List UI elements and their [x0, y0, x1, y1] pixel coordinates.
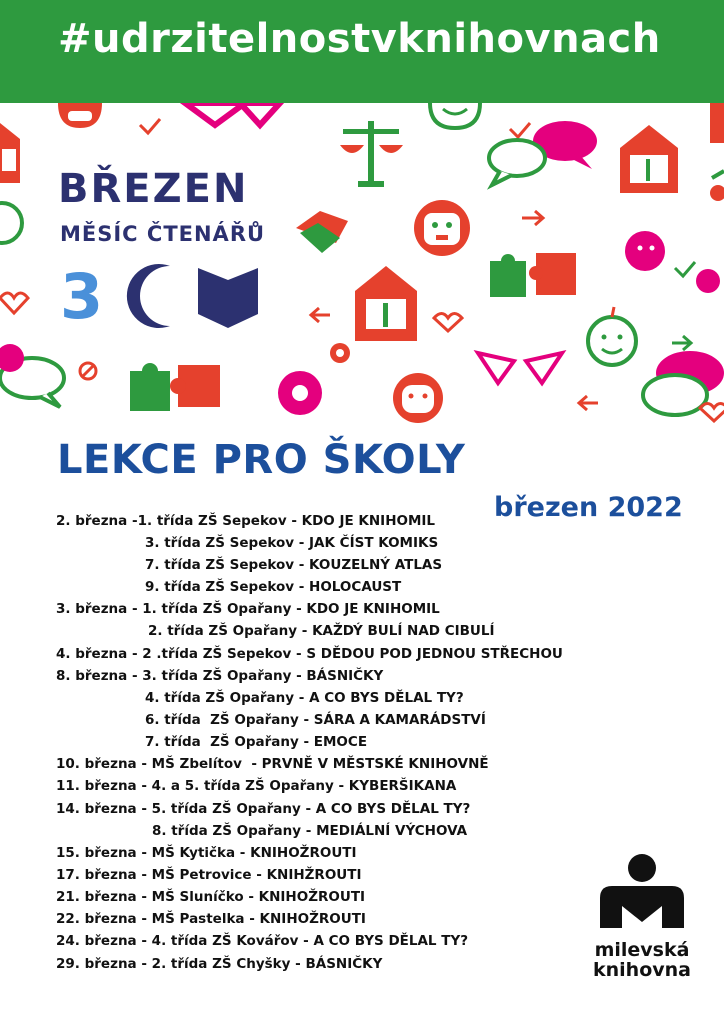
arrow-right-icon	[672, 336, 691, 350]
lesson-date: 29. března -	[56, 956, 147, 972]
lesson-text: 4. a 5. třída ZŠ Opařany - KYBERŠIKANA	[146, 778, 457, 794]
list-item	[152, 823, 467, 839]
campaign-title: BŘEZEN	[58, 166, 249, 212]
list-item	[56, 911, 366, 927]
lesson-text: 2. třída ZŠ Chyšky - BÁSNIČKY	[146, 956, 383, 972]
lesson-text: 4. třída ZŠ Opařany - A CO BYS DĚLAL TY?	[145, 690, 464, 706]
check-icon	[510, 123, 530, 137]
library-name-line2: knihovna	[593, 959, 691, 981]
face-icon	[625, 231, 665, 271]
house-book-icon	[620, 125, 678, 193]
check-icon	[675, 262, 695, 276]
campaign-subtitle: MĚSÍC ČTENÁŘŮ	[60, 222, 266, 246]
lesson-text: MŠ Pastelka - KNIHOŽROUTI	[146, 911, 366, 927]
lesson-date: 24. března -	[56, 933, 147, 949]
house-book-icon	[355, 266, 417, 341]
lesson-date: 10. března -	[56, 756, 147, 772]
list-item	[145, 734, 367, 750]
circle-icon	[696, 269, 720, 293]
list-item	[56, 867, 362, 883]
list-item	[148, 623, 495, 639]
heart-icon	[700, 404, 724, 422]
lesson-date: 15. března -	[56, 845, 147, 861]
list-item	[56, 801, 470, 817]
plant-icon	[710, 171, 724, 201]
logo-digit: 3	[60, 262, 104, 330]
face-icon	[0, 203, 22, 243]
campaign-logo	[58, 262, 263, 330]
lesson-text: 6. třída ZŠ Opařany - SÁRA A KAMARÁDSTVÍ	[145, 712, 486, 728]
list-item	[56, 889, 365, 905]
lesson-date: 22. března -	[56, 911, 147, 927]
boy-face-icon	[588, 307, 636, 365]
heart-icon	[185, 103, 280, 125]
list-item	[56, 756, 489, 772]
lesson-text: 3. třída ZŠ Sepekov - JAK ČÍST KOMIKS	[145, 535, 439, 551]
lesson-text: 1. třída ZŠ Sepekov - KDO JE KNIHOMIL	[137, 513, 436, 529]
speech-bubble-icon	[489, 140, 545, 185]
lesson-text: MŠ Kytička - KNIHOŽROUTI	[146, 845, 357, 861]
heart-icon	[434, 314, 462, 332]
list-item	[145, 557, 442, 573]
heart-icon	[0, 293, 28, 313]
gear-icon	[278, 371, 322, 415]
library-name	[592, 940, 692, 980]
lesson-date: 14. března -	[56, 801, 147, 817]
lesson-text: 5. třída ZŠ Opařany - A CO BYS DĚLAL TY?	[146, 801, 471, 817]
scales-icon	[340, 121, 403, 187]
lesson-date: 8. března -	[56, 668, 138, 684]
book-icon	[198, 268, 258, 328]
list-item	[56, 845, 357, 861]
arrow-left-icon	[311, 308, 330, 322]
no-entry-icon	[80, 363, 96, 379]
gear-icon	[330, 343, 350, 363]
list-item	[56, 668, 383, 684]
lesson-text: 4. třída ZŠ Kovářov - A CO BYS DĚLAL TY?	[146, 933, 469, 949]
moon-icon	[127, 264, 170, 328]
list-item	[56, 601, 440, 617]
lesson-text: MŠ Sluníčko - KNIHOŽROUTI	[146, 889, 366, 905]
face-icon	[393, 373, 443, 423]
list-item	[145, 690, 464, 706]
lesson-text: 3. třída ZŠ Opařany - BÁSNIČKY	[137, 668, 384, 684]
header-banner	[0, 0, 724, 103]
puzzle-icon	[490, 253, 576, 297]
face-icon	[58, 103, 102, 128]
hashtag-title: #udrzitelnostvknihovnach	[58, 16, 661, 62]
lesson-text: 9. třída ZŠ Sepekov - HOLOCAUST	[145, 579, 402, 595]
lesson-text: 2 .třída ZŠ Sepekov - S DĚDOU POD JEDNOU STŘECHOU	[137, 646, 563, 662]
library-logo-icon	[592, 850, 692, 940]
face-icon	[430, 103, 480, 128]
list-item	[56, 933, 468, 949]
list-item	[56, 956, 382, 972]
lesson-date: 11. března -	[56, 778, 147, 794]
lesson-date: 2. března -	[56, 513, 138, 529]
girl-face-icon	[414, 200, 470, 256]
house-book-icon	[0, 123, 20, 183]
arrow-right-icon	[522, 211, 543, 225]
list-item	[145, 535, 438, 551]
lesson-text: 8. třída ZŠ Opařany - MEDIÁLNÍ VÝCHOVA	[152, 823, 468, 839]
puzzle-icon	[130, 363, 220, 411]
lesson-text: 1. třída ZŠ Opařany - KDO JE KNIHOMIL	[137, 601, 440, 617]
hands-icon	[478, 353, 562, 383]
lesson-text: MŠ Zbelítov - PRVNĚ V MĚSTSKÉ KNIHOVNĚ	[146, 756, 489, 772]
lesson-text: 2. třída ZŠ Opařany - KAŽDÝ BULÍ NAD CIBULÍ	[148, 623, 495, 639]
list-item	[56, 778, 456, 794]
lesson-text: MŠ Petrovice - KNIHŽROUTI	[146, 867, 362, 883]
list-item	[145, 712, 486, 728]
lesson-text: 7. třída ZŠ Sepekov - KOUZELNÝ ATLAS	[145, 557, 443, 573]
lesson-date: 4. března -	[56, 646, 138, 662]
lesson-date: 17. března -	[56, 867, 147, 883]
check-icon	[140, 119, 160, 133]
library-name-line1: milevská	[594, 939, 690, 961]
page-title: LEKCE PRO ŠKOLY	[57, 437, 466, 483]
lesson-text: 7. třída ZŠ Opařany - EMOCE	[145, 734, 368, 750]
period-label: březen 2022	[494, 492, 683, 523]
lesson-date: 3. března -	[56, 601, 138, 617]
arrow-left-icon	[579, 396, 598, 410]
handshake-icon	[296, 211, 348, 253]
list-item	[56, 513, 435, 529]
lesson-date: 21. března -	[56, 889, 147, 905]
house-book-icon	[710, 103, 724, 143]
list-item	[56, 646, 563, 662]
list-item	[145, 579, 401, 595]
